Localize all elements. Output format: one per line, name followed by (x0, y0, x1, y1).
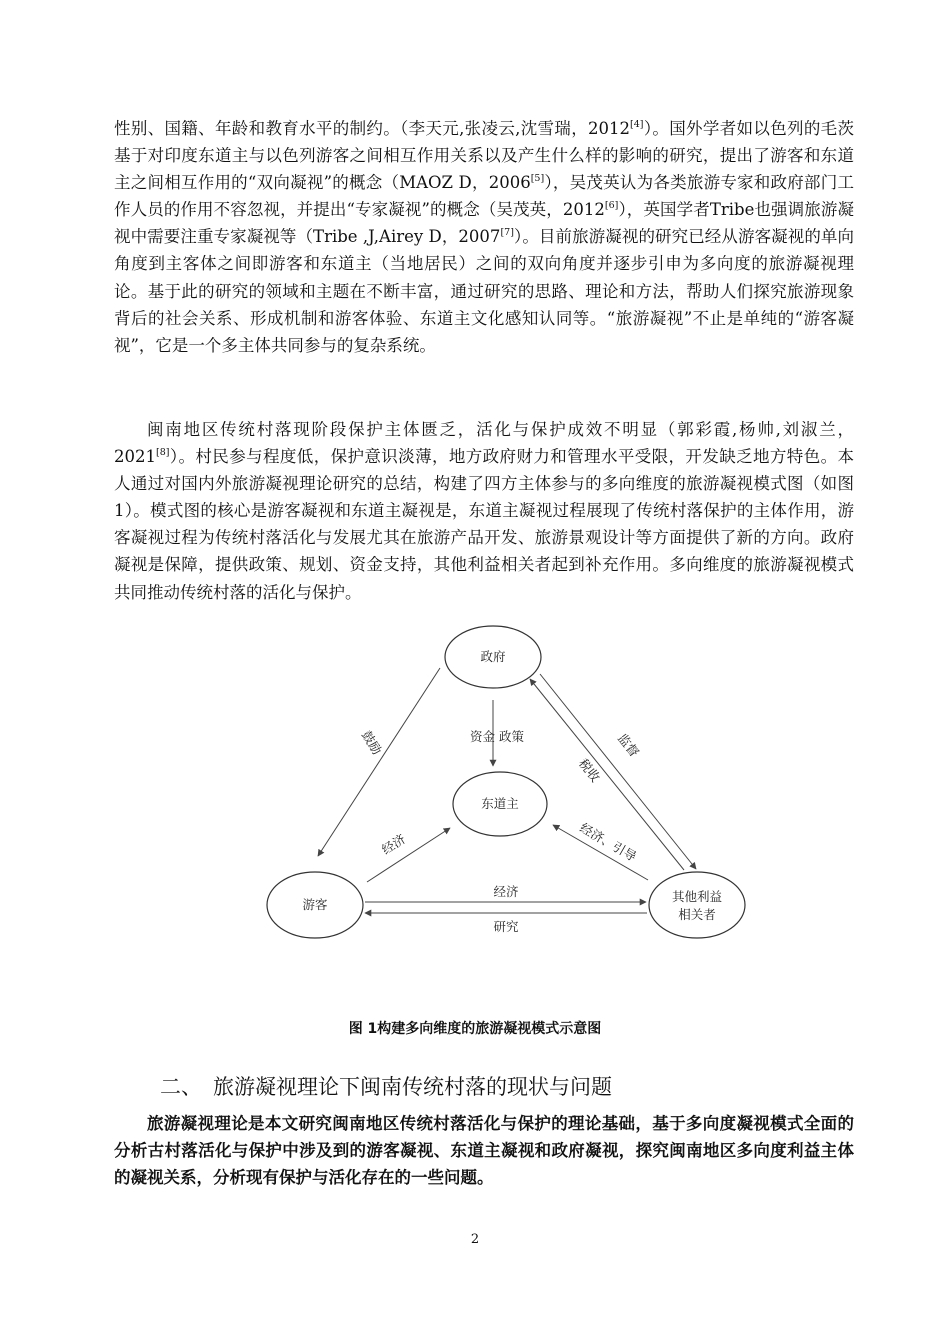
section-heading (160, 1071, 612, 1101)
edge-stake-to-tourist-label: 研究 (493, 919, 519, 934)
node-government-label: 政府 (480, 649, 506, 664)
body-paragraph-1 (114, 115, 854, 359)
section-number: 二、 (160, 1075, 202, 1099)
node-host-label: 东道主 (481, 796, 519, 811)
gaze-model-diagram (250, 608, 770, 958)
edge-stake-to-host-label: 经济、引导 (577, 819, 640, 865)
page-number: 2 (470, 1232, 480, 1247)
edge-gov-to-host-label: 资金 政策 (470, 729, 524, 744)
edge-stake-to-gov-supervise-label: 监督 (614, 730, 643, 760)
edge-gov-to-tourist (318, 668, 440, 856)
figure-caption: 图 1构建多向维度的旅游凝视模式示意图 (348, 1021, 602, 1037)
text-run: ）。国外学者如以色列的毛茨基于对印度东道主与以色列游客之间相互作用关系以及产生什么样的影响的研究，提出了游客和东道主之间相互作用的“双向凝视”的概念（MAOZ D，2006 (114, 119, 854, 193)
edge-tourist-to-stake-label: 经济 (493, 884, 519, 899)
section-title: 旅游凝视理论下闽南传统村落的现状与问题 (213, 1075, 612, 1099)
body-paragraph-3: 旅游凝视理论是本文研究闽南地区传统村落活化与保护的理论基础，基于多向度凝视模式全面的分析古村落活化与保护中涉及到的游客凝视、东道主凝视和政府凝视，探究闽南地区多向度利益主体的凝视关系，分析现有保护与活化存在的一些问题。 (114, 1114, 854, 1187)
node-stakeholders (649, 872, 745, 938)
text-run: 性别、国籍、年龄和教育水平的制约。（李天元,张凌云,沈雪瑞，2012 (114, 119, 631, 138)
text-run: ）。目前旅游凝视的研究已经从游客凝视的单向角度到主客体之间即游客和东道主（当地居民）之间的双向角度并逐步引申为多向度的旅游凝视理论。基于此的研究的领域和主题在不断丰富，通过研究的思路、理论和方法，帮助人们探究旅游现象背后的社会关系、形成机制和游客体验、东道主文化感知认同等。“旅游凝视”不止是单纯的“游客凝视”，它是一个多主体共同参与的复杂系统。 (114, 227, 855, 355)
body-paragraph-2 (114, 416, 854, 606)
text-run: ）。村民参与程度低，保护意识淡薄，地方政府财力和管理水平受限，开发缺乏地方特色。本人通过对国内外旅游凝视理论研究的总结，构建了四方主体参与的多向维度的旅游凝视模式图（如图1）。模式图的核心是游客凝视和东道主凝视是，东道主凝视过程展现了传统村落保护的主体作用，游客凝视过程为传统村落活化与发展尤其在旅游产品开发、旅游景观设计等方面提供了新的方向。政府凝视是保障，提供政策、规划、资金支持，其他利益相关者起到补充作用。多向维度的旅游凝视模式共同推动传统村落的活化与保护。 (114, 447, 854, 602)
citation-ref: [4] (630, 119, 644, 130)
citation-ref: [7] (500, 227, 514, 239)
text-run: 闽南地区传统村落现阶段保护主体匮乏，活化与保护成效不明显（郭彩霞,杨帅,刘淑兰，2021 (114, 420, 854, 467)
edge-tourist-to-host (367, 828, 450, 882)
diagram-svg (250, 608, 770, 958)
edge-gov-to-tourist-label: 鼓励 (358, 728, 385, 758)
node-stakeholders-label-2: 相关者 (678, 907, 716, 922)
node-tourist-label: 游客 (302, 897, 328, 912)
citation-ref: [5] (530, 173, 545, 185)
citation-ref: [6] (604, 200, 619, 212)
text-run: ），吴茂英认为各类旅游专家和政府部门工作人员的作用不容忽视，并提出“专家凝视”的概念（吴茂英，2012 (114, 173, 855, 220)
citation-ref: [8] (156, 447, 170, 459)
edge-stake-to-gov-tax-label: 税收 (575, 755, 604, 785)
text-run: ），英国学者Tribe也强调旅游凝视中需要注重专家凝视等（Tribe ,J,Airey D，2007 (114, 200, 854, 247)
node-stakeholders-label-1: 其他利益 (671, 889, 723, 904)
edge-tourist-to-host-label: 经济 (378, 831, 409, 858)
